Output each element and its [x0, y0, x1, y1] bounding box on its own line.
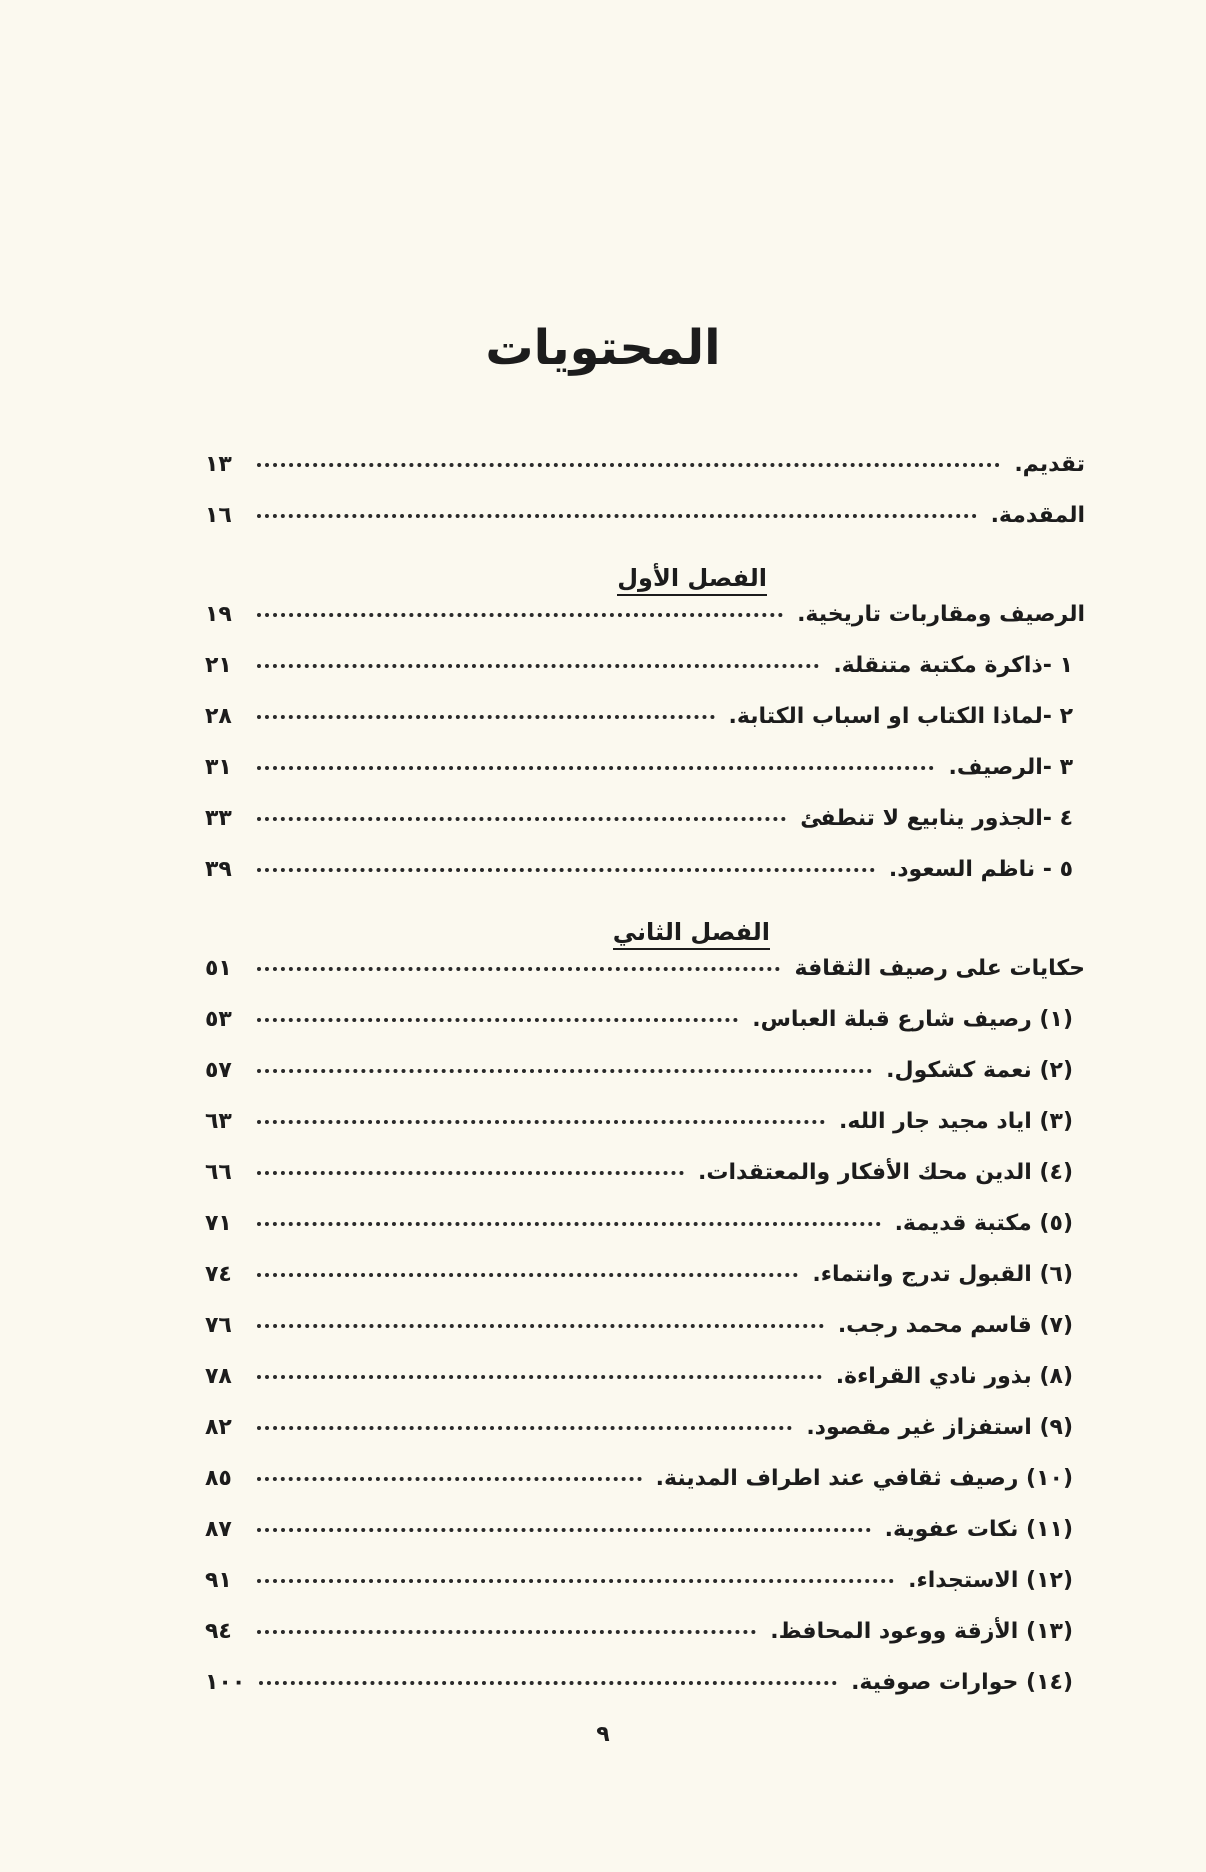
toc-entry-page: ٩٤ [205, 1619, 232, 1644]
toc-entry-page: ٦٣ [205, 1109, 232, 1134]
dot-leader [257, 1579, 894, 1583]
toc-entry-page: ٥١ [205, 956, 232, 981]
toc-entry-page: ٧٦ [205, 1313, 232, 1338]
toc-entry-page: ٨٧ [205, 1517, 232, 1542]
dot-leader [257, 1069, 872, 1073]
toc-entry-title: (٦) القبول تدرج وانتماء. [812, 1262, 1073, 1287]
toc-entry [205, 452, 1085, 503]
toc-entry [205, 1262, 1085, 1313]
toc-entry [205, 857, 1085, 908]
chapter-heading-label: الفصل الثاني [613, 916, 770, 950]
dot-leader [257, 1375, 822, 1379]
dot-leader [257, 868, 875, 872]
toc-entry-title: (١٤) حوارات صوفية. [851, 1670, 1073, 1695]
toc-entry-page: ٣٣ [205, 806, 232, 831]
toc-entry [205, 1619, 1085, 1670]
toc-entry-page: ٢٨ [205, 704, 232, 729]
toc-entry-title: (٧) قاسم محمد رجب. [837, 1313, 1073, 1338]
toc-entry-title: ٢ -لماذا الكتاب او اسباب الكتابة. [728, 704, 1073, 729]
toc-entry [205, 602, 1085, 653]
toc-entry [205, 806, 1085, 857]
toc-entry-page: ٦٦ [205, 1160, 232, 1185]
toc-entry [205, 1007, 1085, 1058]
toc-entry-title: (٢) نعمة كشكول. [886, 1058, 1073, 1083]
table-of-contents [205, 452, 1085, 1721]
dot-leader [257, 967, 780, 971]
toc-entry-title: (١٢) الاستجداء. [908, 1568, 1073, 1593]
toc-entry [205, 503, 1085, 554]
toc-entry-title: الرصيف ومقاربات تاريخية. [797, 602, 1085, 627]
toc-entry-title: (٣) اياد مجيد جار الله. [839, 1109, 1073, 1134]
toc-entry-page: ٩١ [205, 1568, 232, 1593]
toc-entry-title: ٤ -الجذور ينابيع لا تنطفئ [800, 806, 1073, 831]
toc-entry-page: ١٩ [205, 602, 232, 627]
toc-entry-page: ٥٧ [205, 1058, 232, 1083]
dot-leader [257, 1630, 756, 1634]
toc-entry-page: ٣١ [205, 755, 232, 780]
dot-leader [257, 1324, 824, 1328]
toc-entry [205, 1211, 1085, 1262]
toc-entry-title: حكايات على رصيف الثقافة [794, 956, 1085, 981]
toc-entry-page: ٧٤ [205, 1262, 232, 1287]
toc-entry-page: ٥٣ [205, 1007, 232, 1032]
toc-entry-title: المقدمة. [990, 503, 1085, 528]
toc-entry-title: ٣ -الرصيف. [948, 755, 1073, 780]
toc-entry [205, 1415, 1085, 1466]
toc-entry-title: (١٣) الأزقة ووعود المحافظ. [770, 1619, 1073, 1644]
toc-entry-page: ٣٩ [205, 857, 232, 882]
dot-leader [257, 1426, 792, 1430]
toc-entry [205, 1466, 1085, 1517]
toc-entry-title: (١١) نكات عفوية. [884, 1517, 1073, 1542]
dot-leader [257, 766, 934, 770]
toc-entry-page: ١٣ [205, 452, 232, 477]
toc-entry [205, 1517, 1085, 1568]
toc-entry [205, 704, 1085, 755]
dot-leader [257, 664, 819, 668]
toc-entry [205, 1670, 1085, 1721]
toc-entry-page: ١٠٠ [205, 1670, 246, 1695]
toc-entry-title: ٥ - ناظم السعود. [888, 857, 1073, 882]
dot-leader [257, 817, 786, 821]
toc-entry-title: (٩) استفزاز غير مقصود. [806, 1415, 1073, 1440]
dot-leader [257, 1018, 738, 1022]
toc-entry-title: (١) رصيف شارع قبلة العباس. [752, 1007, 1073, 1032]
toc-entry-page: ٢١ [205, 653, 232, 678]
dot-leader [257, 1222, 881, 1226]
chapter-heading [205, 908, 1085, 956]
toc-entry [205, 653, 1085, 704]
toc-entry-title: تقديم. [1014, 452, 1085, 477]
toc-entry [205, 1313, 1085, 1364]
dot-leader [257, 715, 715, 719]
toc-entry-title: (١٠) رصيف ثقافي عند اطراف المدينة. [655, 1466, 1073, 1491]
dot-leader [257, 514, 977, 518]
dot-leader [257, 463, 1000, 467]
toc-entry [205, 956, 1085, 1007]
chapter-heading-label: الفصل الأول [617, 562, 767, 596]
dot-leader [257, 1528, 871, 1532]
toc-entry [205, 1160, 1085, 1211]
dot-leader [257, 1477, 642, 1481]
toc-entry-page: ٧٨ [205, 1364, 232, 1389]
dot-leader [257, 1120, 825, 1124]
toc-entry-page: ٨٥ [205, 1466, 232, 1491]
toc-entry [205, 1058, 1085, 1109]
toc-entry [205, 755, 1085, 806]
toc-entry-title: ١ -ذاكرة مكتبة متنقلة. [833, 653, 1073, 678]
page-number: ٩ [596, 1722, 610, 1747]
toc-entry-title: (٨) بذور نادي القراءة. [835, 1364, 1073, 1389]
toc-entry-title: (٤) الدين محك الأفكار والمعتقدات. [698, 1160, 1073, 1185]
chapter-heading [205, 554, 1085, 602]
toc-entry-page: ١٦ [205, 503, 232, 528]
dot-leader [257, 1171, 684, 1175]
toc-entry-page: ٨٢ [205, 1415, 232, 1440]
toc-entry-page: ٧١ [205, 1211, 232, 1236]
toc-entry [205, 1364, 1085, 1415]
dot-leader [257, 1273, 798, 1277]
dot-leader [257, 613, 783, 617]
toc-entry [205, 1568, 1085, 1619]
dot-leader [259, 1681, 837, 1685]
page-title: المحتويات [485, 320, 721, 376]
toc-entry [205, 1109, 1085, 1160]
toc-entry-title: (٥) مكتبة قديمة. [894, 1211, 1073, 1236]
